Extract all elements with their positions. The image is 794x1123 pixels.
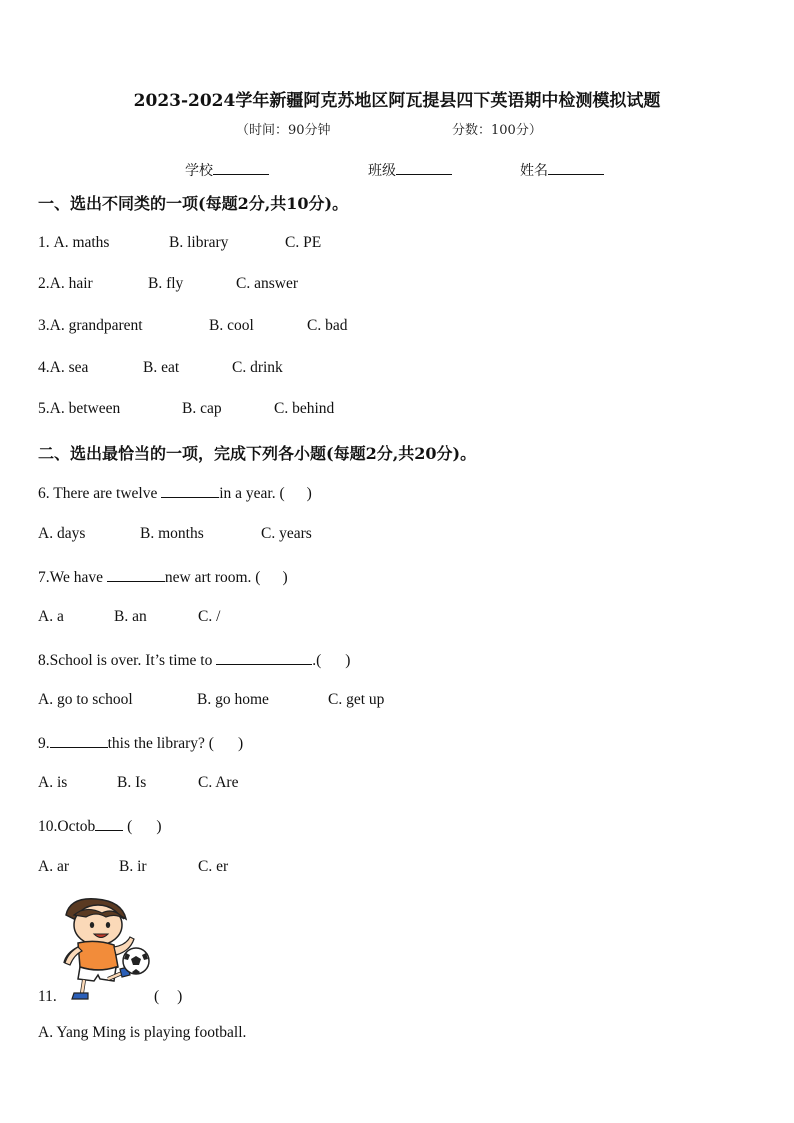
q7-text-start: 7.We have (38, 569, 107, 586)
options-11 (38, 1024, 246, 1042)
time-info: （时间：90分钟 (236, 123, 331, 138)
class-field (368, 160, 452, 180)
name-field (520, 160, 604, 180)
question-8 (38, 650, 350, 670)
q11-option-a: A. Yang Ming is playing football. (38, 1024, 247, 1041)
q9-blank[interactable] (50, 733, 108, 748)
football-icon (123, 948, 149, 974)
q11-number: 11. (38, 988, 57, 1005)
question-3 (38, 317, 348, 335)
q9-text-start: 9. (38, 735, 50, 752)
q3-option-c: C. bad (307, 317, 348, 334)
name-blank[interactable] (548, 160, 604, 175)
options-7 (38, 608, 221, 626)
question-4 (38, 359, 283, 377)
q4-number: 4. (38, 359, 50, 376)
question-9 (38, 733, 243, 753)
options-10 (38, 858, 229, 876)
q4-option-b: B. eat (143, 359, 180, 376)
q7-answer-paren[interactable]: ) (282, 569, 288, 586)
q3-option-b: B. cool (209, 317, 254, 334)
question-6 (38, 483, 312, 503)
class-blank[interactable] (396, 160, 452, 175)
q2-number: 2. (38, 275, 50, 292)
options-6 (38, 525, 312, 543)
q5-number: 5. (38, 400, 50, 417)
q7-text-end: new art room. ( (164, 569, 261, 586)
q10-option-c: C. er (198, 858, 229, 875)
class-label: 班级 (368, 163, 396, 179)
q10-blank[interactable] (95, 816, 123, 831)
q1-number: 1. (38, 234, 54, 251)
q9-option-a: A. is (38, 774, 68, 791)
q8-answer-paren[interactable]: ) (345, 652, 351, 669)
q7-blank[interactable] (107, 567, 165, 582)
score-info: 分数：100分） (452, 123, 542, 138)
q6-text-end: in a year. ( (219, 485, 285, 502)
shirt-shape (78, 941, 118, 970)
q2-option-c: C. answer (236, 275, 298, 292)
q11-paren-close: ) (177, 988, 183, 1005)
question-10 (38, 816, 161, 836)
q8-option-a: A. go to school (38, 691, 133, 708)
question-2 (38, 275, 298, 293)
name-label: 姓名 (520, 163, 548, 179)
q5-option-c: C. behind (274, 400, 335, 417)
q6-option-c: C. years (261, 525, 312, 542)
school-label: 学校 (185, 163, 213, 179)
q8-text-start: 8.School is over. It’s time to (38, 652, 217, 669)
question-1 (38, 234, 322, 252)
question-7 (38, 567, 288, 587)
q4-option-c: C. drink (232, 359, 283, 376)
q8-blank[interactable] (216, 650, 312, 665)
q8-option-b: B. go home (197, 691, 269, 708)
q6-answer-paren[interactable]: ) (306, 485, 312, 502)
q11-answer-paren[interactable] (154, 988, 182, 1006)
q9-option-b: B. Is (117, 774, 147, 791)
q6-text-start: 6. There are twelve (38, 485, 162, 502)
q10-option-a: A. ar (38, 858, 69, 875)
school-blank[interactable] (213, 160, 269, 175)
question-11 (38, 988, 183, 1006)
q10-answer-paren[interactable]: ) (156, 818, 162, 835)
q6-blank[interactable] (161, 483, 219, 498)
q10-text-start: 10.Octob (38, 818, 96, 835)
q8-option-c: C. get up (328, 691, 385, 708)
q1-option-c: C. PE (285, 234, 322, 251)
q6-option-b: B. months (140, 525, 204, 542)
q3-option-a: A. grandparent (49, 317, 143, 334)
school-field (185, 160, 269, 180)
q5-option-a: A. between (49, 400, 121, 417)
q9-answer-paren[interactable]: ) (237, 735, 244, 752)
options-8 (38, 691, 385, 709)
q7-option-a: A. a (38, 608, 64, 625)
question-5 (38, 400, 335, 418)
q7-option-c: C. / (198, 608, 221, 625)
q7-option-b: B. an (114, 608, 147, 625)
q2-option-a: A. hair (49, 275, 93, 292)
options-9 (38, 774, 239, 792)
q3-number: 3. (38, 317, 50, 334)
section1-heading: 一、选出不同类的一项(每题2分,共10分)。 (38, 194, 349, 213)
q11-paren-open: ( (154, 988, 160, 1005)
q9-text-end: this the library? ( (107, 735, 214, 752)
q10-text-end: ( (123, 818, 133, 835)
q5-option-b: B. cap (182, 400, 222, 417)
q2-option-b: B. fly (148, 275, 184, 292)
q1-option-a: A. maths (53, 234, 110, 251)
q6-option-a: A. days (38, 525, 86, 542)
q9-option-c: C. Are (198, 774, 239, 791)
q8-text-end: .( (312, 652, 322, 669)
page-title: 2023-2024学年新疆阿克苏地区阿瓦提县四下英语期中检测模拟试题 (133, 91, 661, 111)
q10-option-b: B. ir (119, 858, 147, 875)
section2-heading: 二、选出最恰当的一项，完成下列各小题(每题2分,共20分)。 (38, 444, 477, 463)
q1-option-b: B. library (169, 234, 229, 251)
boy-football-illustration (56, 893, 156, 1003)
q4-option-a: A. sea (49, 359, 89, 376)
